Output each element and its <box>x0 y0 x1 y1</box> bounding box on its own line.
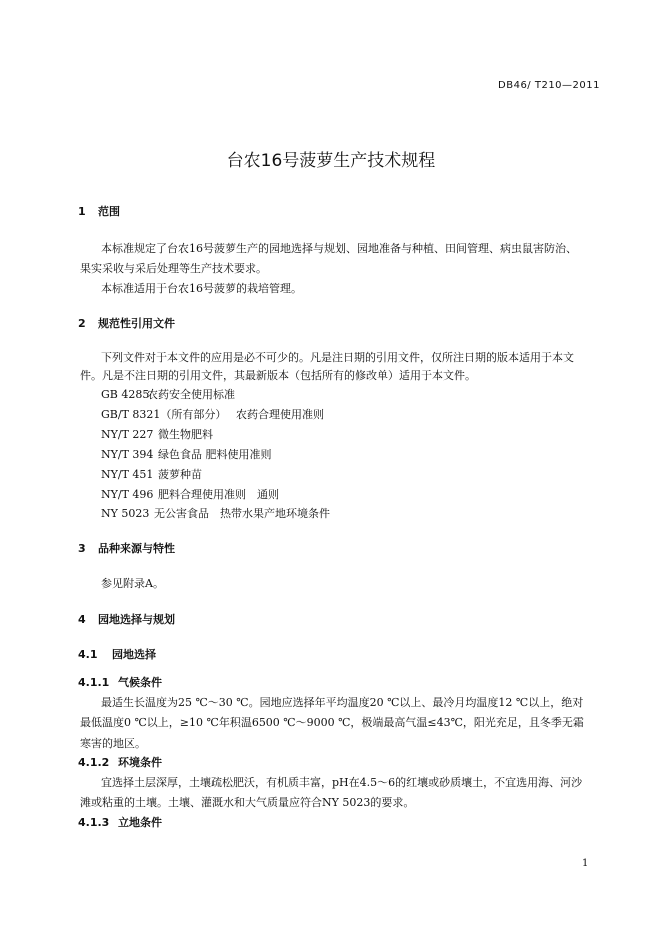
reference-name: 无公害食品 热带水果产地环境条件 <box>154 507 330 520</box>
section-4-1-3-heading <box>78 814 162 830</box>
section-2-heading <box>78 315 175 331</box>
section-number: 3 <box>78 542 86 555</box>
section-4-heading <box>78 611 175 627</box>
page-number: 1 <box>582 858 589 869</box>
paragraph-line: 参见附录A。 <box>101 577 164 590</box>
section-4-1-2-heading <box>78 754 162 770</box>
section-number: 4.1.3 <box>78 816 110 829</box>
section-title: 环境条件 <box>118 756 162 769</box>
standard-code: DB46/ T210—2011 <box>498 80 600 91</box>
section-number: 2 <box>78 317 86 330</box>
reference-item <box>101 426 213 442</box>
paragraph-line: 下列文件对于本文件的应用是必不可少的。凡是注日期的引用文件，仅所注日期的版本适用于本文 <box>101 351 574 364</box>
section-title: 园地选择与规划 <box>98 613 175 626</box>
paragraph-line: 件。凡是不注日期的引用文件，其最新版本（包括所有的修改单）适用于本文件。 <box>80 369 476 382</box>
section-number: 4.1.1 <box>78 676 110 689</box>
section-number: 4 <box>78 613 86 626</box>
paragraph-line: 本标准规定了台农16号菠萝生产的园地选择与规划、园地准备与种植、田间管理、病虫鼠害防治、 <box>101 242 577 255</box>
paragraph-line: 最适生长温度为25 ℃～30 ℃。园地应选择年平均温度20 ℃以上、最冷月均温度12 ℃以上，绝对 <box>101 696 584 709</box>
section-title: 范围 <box>98 205 120 218</box>
section-number: 4.1 <box>78 648 98 661</box>
section-number: 4.1.2 <box>78 756 110 769</box>
section-3-heading <box>78 540 175 556</box>
paragraph-line: 滩或粘重的土壤。土壤、灌溉水和大气质量应符合NY 5023的要求。 <box>80 796 415 809</box>
section-title: 规范性引用文件 <box>98 317 175 330</box>
reference-item <box>101 386 235 402</box>
reference-code: NY 5023 <box>101 507 150 520</box>
paragraph-line: 本标准适用于台农16号菠萝的栽培管理。 <box>101 282 302 295</box>
reference-item <box>101 505 330 521</box>
section-title: 立地条件 <box>118 816 162 829</box>
document-title: 台农16号菠萝生产技术规程 <box>226 151 436 171</box>
section-4-1-1-heading <box>78 674 162 690</box>
section-4-1-heading <box>78 646 156 662</box>
section-1-heading <box>78 203 120 219</box>
reference-code: NY/T 451 <box>101 468 154 481</box>
section-title: 气候条件 <box>118 676 162 689</box>
paragraph-line: 宜选择土层深厚，土壤疏松肥沃，有机质丰富，pH在4.5～6的红壤或砂质壤土，不宜选用海、河沙 <box>101 776 583 789</box>
paragraph-line: 果实采收与采后处理等生产技术要求。 <box>80 262 267 275</box>
reference-code: NY/T 227 <box>101 428 154 441</box>
reference-name: 微生物肥料 <box>158 428 213 441</box>
reference-item <box>101 466 202 482</box>
reference-name: 绿色食品 肥料使用准则 <box>158 448 272 461</box>
paragraph-line: 寒害的地区。 <box>80 737 146 750</box>
section-title: 园地选择 <box>112 648 156 661</box>
section-title: 品种来源与特性 <box>98 542 175 555</box>
reference-code: NY/T 394 <box>101 448 154 461</box>
reference-code: GB/T 8321（所有部分） <box>101 408 227 421</box>
reference-item <box>101 446 272 462</box>
reference-item <box>101 406 324 422</box>
reference-name: 农药合理使用准则 <box>236 408 324 421</box>
reference-name: 菠萝种苗 <box>158 468 202 481</box>
reference-name: 农药安全使用标准 <box>147 388 235 401</box>
section-number: 1 <box>78 205 86 218</box>
reference-item <box>101 486 279 502</box>
paragraph-line: 最低温度0 ℃以上，≥10 ℃年积温6500 ℃～9000 ℃，极端最高气温≤43℃，阳光充足，且冬季无霜 <box>80 716 584 729</box>
reference-code: NY/T 496 <box>101 488 154 501</box>
reference-code: GB 4285 <box>101 388 150 401</box>
reference-name: 肥料合理使用准则 通则 <box>158 488 279 501</box>
